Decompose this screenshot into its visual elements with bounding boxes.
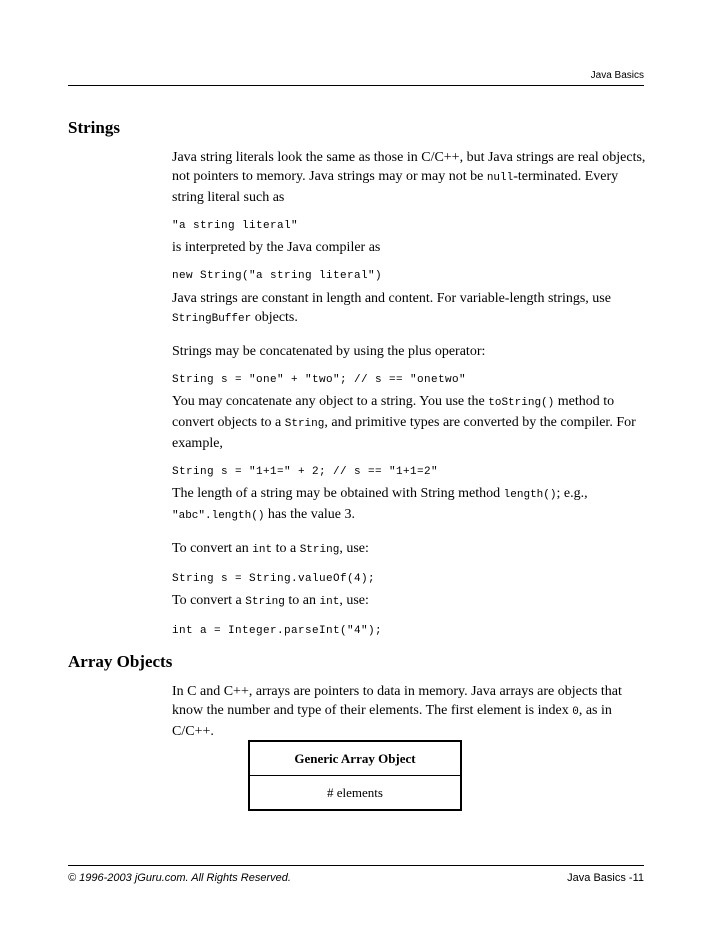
generic-array-object-table xyxy=(248,740,462,811)
section-title-strings: Strings xyxy=(68,118,120,137)
code-line: new String("a string literal") xyxy=(172,270,383,282)
code-line: int a = Integer.parseInt("4"); xyxy=(172,625,383,637)
paragraph: The length of a string may be obtained with String method length(); e.g., "abc".length() has the value 3. xyxy=(172,486,588,522)
strings-body xyxy=(172,148,647,637)
arrays-body xyxy=(172,682,647,741)
paragraph: Strings may be concatenated by using the plus operator: xyxy=(172,344,486,359)
code-line: String s = String.valueOf(4); xyxy=(172,573,376,585)
footer-rule xyxy=(68,865,644,866)
code-line: "a string literal" xyxy=(172,220,299,232)
running-header: Java Basics xyxy=(590,70,644,81)
copyright-footer: © 1996-2003 jGuru.com. All Rights Reserved. xyxy=(68,872,291,884)
table-cell: # elements xyxy=(327,784,383,800)
code-line: String s = "one" + "two"; // s == "onetwo" xyxy=(172,374,467,386)
paragraph: is interpreted by the Java compiler as xyxy=(172,240,381,255)
paragraph: Java string literals look the same as those in C/C++, but Java strings are real objects, not pointers to memory. Java strings may or may not be null-terminated. Every string literal such as xyxy=(172,150,646,205)
paragraph: In C and C++, arrays are pointers to data in memory. Java arrays are objects that know the number and type of their elements. The first element is index 0, as in C/C++. xyxy=(172,684,622,739)
paragraph: You may concatenate any object to a string. You use the toString() method to convert objects to a String, and primitive types are converted by the compiler. For example, xyxy=(172,394,636,451)
paragraph: To convert an int to a String, use: xyxy=(172,541,369,556)
page-number-footer: Java Basics -11 xyxy=(567,872,644,884)
section-title-array-objects: Array Objects xyxy=(68,652,173,671)
table-header-cell: Generic Array Object xyxy=(250,742,460,776)
paragraph: To convert a String to an int, use: xyxy=(172,593,369,608)
header-rule xyxy=(68,85,644,86)
code-line: String s = "1+1=" + 2; // s == "1+1=2" xyxy=(172,466,439,478)
paragraph: Java strings are constant in length and content. For variable-length strings, use StringBuffer objects. xyxy=(172,291,611,325)
